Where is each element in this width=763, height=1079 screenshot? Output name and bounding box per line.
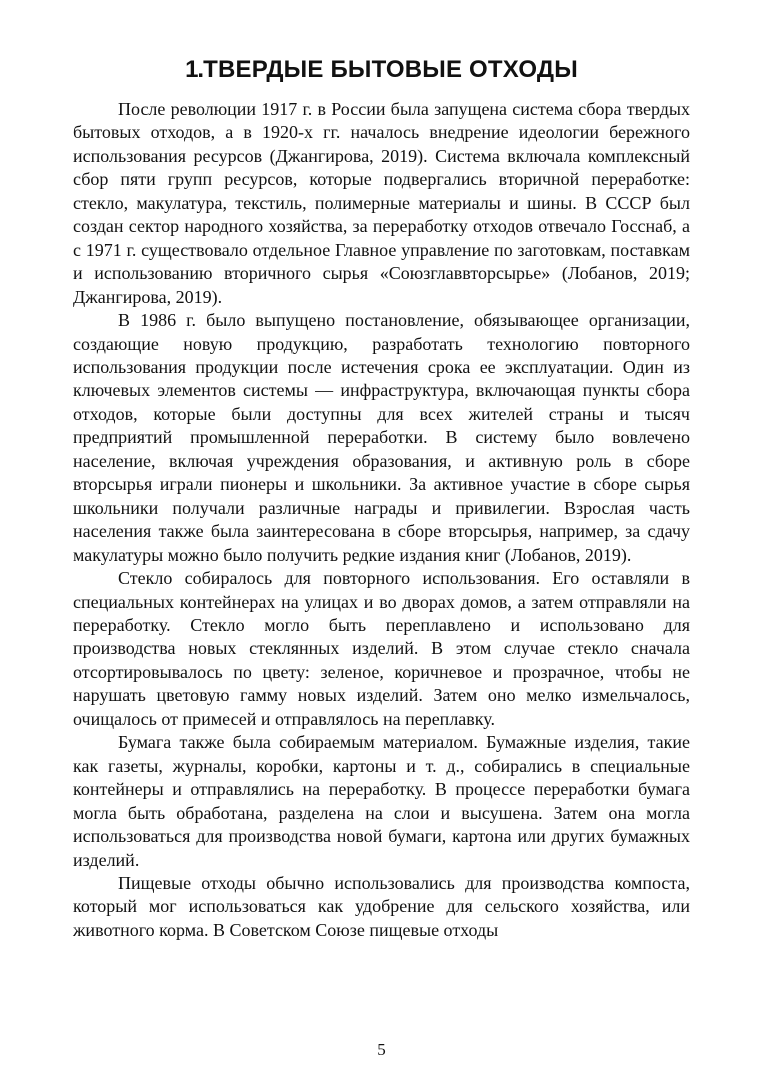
body-text [73, 98, 690, 942]
paragraph-4: Бумага также была собираемым материалом. Бумажные изделия, такие как газеты, журналы, коробки, картоны и т. д., собирались в специальные контейнеры и отправлялись на переработку. В процессе переработки бумага могла быть обработана, разделена на слои и высушена. Затем она могла использоваться для производства новой бумаги, картона или других бумажных изделий. [73, 732, 690, 870]
page-number: 5 [377, 1040, 386, 1059]
chapter-number: 1. [185, 56, 204, 83]
chapter-title-text: ТВЕРДЫЕ БЫТОВЫЕ ОТХОДЫ [203, 56, 578, 83]
paragraph-2: В 1986 г. было выпущено постановление, обязывающее организации, создающие новую продукцию, разработать технологию повторного использования продукции после истечения срока ее эксплуатации. Один из ключевых элементов системы — инфраструктура, включающая пункты сбора отходов, которые были доступны для всех жителей страны и тысяч предприятий промышленной переработки. В систему было вовлечено население, включая учреждения образования, и активную роль в сборе вторсырья играли пионеры и школьники. За активное участие в сборе сырья школьники получали различные награды и привилегии. Взрослая часть населения также была заинтересована в сборе вторсырья, например, за сдачу макулатуры можно было получить редкие издания книг (Лобанов, 2019). [73, 310, 690, 565]
chapter-title [0, 52, 763, 88]
paragraph-5: Пищевые отходы обычно использовались для производства компоста, который мог использоваться как удобрение для сельского хозяйства, или животного корма. В Советском Союзе пищевые отходы [73, 872, 690, 940]
paragraph-1: После революции 1917 г. в России была запущена система сбора твердых бытовых отходов, а в 1920-х гг. началось внедрение идеологии бережного использования ресурсов (Джангирова, 2019). Система включала комплексный сбор пяти групп ресурсов, которые подвергались вторичной переработке: стекло, макулатура, текстиль, полимерные материалы и шины. В СССР был создан сектор народного хозяйства, за переработку отходов отвечало Госснаб, а с 1971 г. существовало отдельное Главное управление по заготовкам, поставкам и использованию вторичного сырья «Союзглаввторсырье» (Лобанов, 2019; Джангирова, 2019). [73, 99, 690, 307]
paragraph-3: Стекло собиралось для повторного использования. Его оставляли в специальных контейнерах на улицах и во дворах домов, а затем отправляли на переработку. Стекло могло быть переплавлено и использовано для производства новых стеклянных изделий. В этом случае стекло сначала отсортировывалось по цвету: зеленое, коричневое и прозрачное, чтобы не нарушать цветовую гамму новых изделий. Затем оно мелко измельчалось, очищалось от примесей и отправлялось на переплавку. [73, 568, 690, 729]
